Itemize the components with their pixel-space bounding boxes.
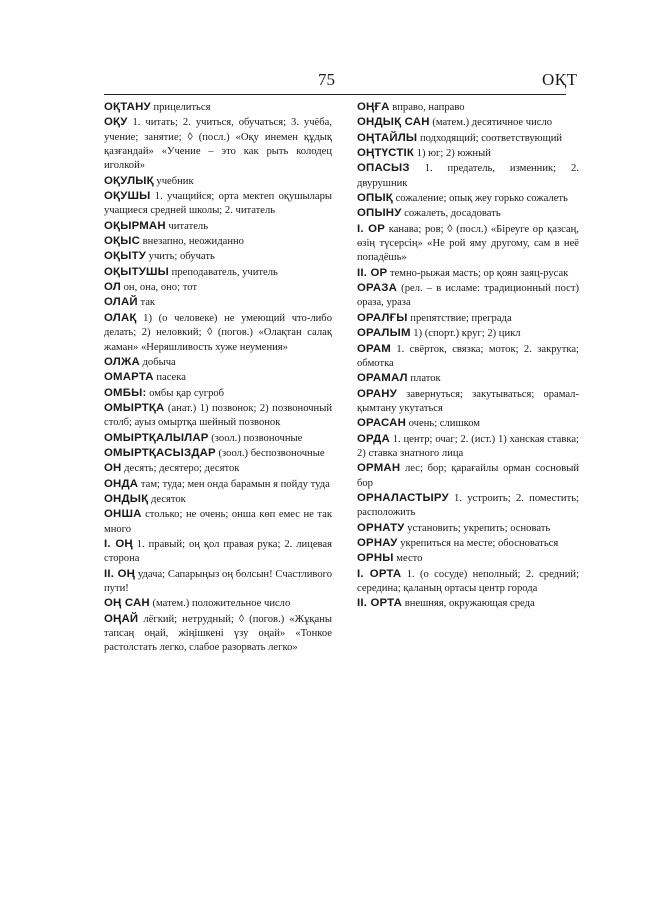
entry-definition: десять; десятеро; десяток [121,463,240,475]
entry-headword: ОЛАЙ [104,296,138,309]
entry-definition: учебник [153,175,194,187]
dictionary-entry [104,100,332,115]
entry-definition: лес; бор; қарағайлы орман сосновый бор [357,463,579,489]
entry-headword: ОНДА [104,477,139,490]
entry-headword: ОПЫҚ [357,192,393,205]
dictionary-entry [357,491,579,521]
dictionary-entry [104,477,332,492]
entry-headword: I. ОРТА [357,567,402,580]
dictionary-entry [357,146,579,161]
entry-headword: I. ОҢ [104,537,133,550]
entry-headword: ОРДА [357,432,390,445]
entry-definition: омбы қар сугроб [146,387,225,399]
entry-headword: ОҢТҮСТІК [357,147,414,160]
entry-headword: ОҚЫТУШЫ [104,265,170,278]
entry-headword: ОРАЛЫМ [357,327,411,340]
entry-headword: ОҚУ [104,116,128,129]
dictionary-entry [357,131,579,146]
dictionary-entry [357,326,579,341]
dictionary-entry [357,461,579,491]
entry-headword: II. ОРТА [357,597,403,610]
entry-definition: 1. читать; 2. учиться, обучаться; 3. учёба, учение; занятие; ◊ (посл.) «Оқу инемен құдық қазғандай» «Учение – это как рыть колодец иголкой» [104,117,332,172]
entry-headword: ОРАМ [357,342,391,355]
dictionary-entry [357,281,579,311]
dictionary-entry [357,266,579,281]
entry-definition: вправо, направо [389,102,465,113]
dictionary-entry [357,536,579,551]
entry-headword: ОҢ САН [104,597,150,610]
entry-definition: сожаление; опық жеу горько сожалеть [392,193,568,205]
page-number: 75 [318,70,335,89]
dictionary-entry [104,401,332,431]
dictionary-entry [357,115,579,130]
running-head: ОҚТ [542,70,578,89]
entry-headword: I. ОР [357,222,386,235]
dictionary-entry [357,342,579,372]
entry-definition: 1) (о человеке) не умеющий что-либо делать; 2) неловкий; ◊ (погов.) «Олақтан салақ жаман» «Неряшливость хуже неумения» [104,312,332,353]
entry-headword: ОМЫРТҚА [104,401,165,414]
dictionary-entry [104,189,332,219]
page-header [0,68,656,94]
dictionary-entry [357,311,579,326]
entry-headword: II. ОҢ [104,567,136,580]
entry-definition: 1. устроить; 2. поместить; расположить [357,492,579,519]
entry-definition: 1) (спорт.) круг; 2) цикл [410,328,521,340]
entry-definition: 1. свёрток, связка; моток; 2. закрутка; обмотка [357,343,579,369]
entry-definition: (зоол.) позвоночные [208,432,303,444]
entry-headword: ОРАНУ [357,387,397,400]
entry-definition: препятствие; преграда [407,312,512,324]
dictionary-entry [104,446,332,461]
entry-definition: преподаватель, учитель [169,266,278,278]
dictionary-entry [357,521,579,536]
dictionary-entry [104,370,332,385]
entry-headword: ОҚТАНУ [104,101,151,113]
dictionary-entry [357,387,579,417]
entry-definition: 1. центр; очаг; 2. (ист.) 1) ханская ставка; 2) ставка знатного лица [357,433,579,459]
entry-definition: внезапно, неожиданно [140,236,244,248]
entry-headword: ОРАМАЛ [357,372,408,385]
entry-definition: (анат.) 1) позвонок; 2) позвоночный столб; ауыз омыртқа шейный позвонок [104,402,332,429]
entry-definition: там; туда; мен онда барамын я пойду туда [138,478,330,490]
entry-definition: так [137,297,156,309]
entry-definition: очень; слишком [406,418,481,430]
entry-definition: лёгкий; нетрудный; ◊ (погов.) «Жұқаны тапсаң оңай, жіңішкені үзу оңай» «Тонкое растолстать легко, слабое разорвать легко» [104,613,332,654]
dictionary-entry [104,461,332,476]
entry-definition: внешняя, окружающая среда [402,598,535,610]
entry-definition: удача; Сапарыңыз оң болсын! Счастливого пути! [104,568,332,594]
entry-headword: ОРАСАН [357,417,406,430]
entry-definition: 1. учащийся; орта мектеп оқушылары учащиеся средней школы; 2. читатель [104,191,332,217]
entry-definition: темно-рыжая масть; ор қоян заяц-русак [387,267,569,279]
dictionary-entry [357,432,579,462]
entry-definition: подходящий; соответствующий [417,132,563,144]
dictionary-entry [104,249,332,264]
entry-headword: ОРНЫ [357,552,394,565]
entry-headword: ОРАЗА [357,282,398,295]
entry-definition: место [393,553,423,565]
dictionary-entry [104,537,332,567]
entry-headword: ОЛАҚ [104,311,137,324]
entry-definition: (зоол.) беспозвоночные [215,447,325,459]
entry-definition: установить; укрепить; основать [404,522,551,534]
dictionary-entry [357,416,579,431]
left-column [104,100,332,656]
dictionary-entry [357,191,579,206]
entry-headword: ОҢҒА [357,101,390,113]
dictionary-entry [104,280,332,295]
dictionary-entry [357,222,579,266]
dictionary-entry [104,234,332,249]
entry-definition: 1. правый; оң қол правая рука; 2. лицевая сторона [104,538,332,565]
entry-headword: ОҚЫРМАН [104,219,166,232]
entry-headword: II. ОР [357,266,388,279]
entry-headword: ОҚЫС [104,235,140,248]
entry-definition: (матем.) десятичное число [429,117,553,129]
dictionary-entry [104,386,332,401]
dictionary-entry [104,431,332,446]
entry-definition: учить; обучать [146,251,215,263]
dictionary-entry [104,115,332,173]
header-rule [104,94,566,95]
entry-headword: ОЛ [104,281,121,294]
dictionary-entry [357,371,579,386]
entry-headword: ОМЫРТҚАЛЫЛАР [104,431,209,444]
entry-headword: ОҢТАЙЛЫ [357,131,418,144]
dictionary-entry [104,596,332,611]
entry-headword: ОПАСЫЗ [357,162,410,175]
entry-definition: (рел. – в исламе: традиционный пост) ораза, ураза [357,283,579,309]
entry-headword: ОМЫРТҚАСЫЗДАР [104,446,216,459]
dictionary-entry [357,596,579,611]
entry-definition: платок [407,373,441,385]
entry-headword: ОПЫНУ [357,207,402,220]
entry-headword: ОРНАТУ [357,521,405,534]
entry-definition: 1) юг; 2) южный [414,148,491,160]
dictionary-entry [104,174,332,189]
entry-definition: столько; не очень; онша көп емес не так много [104,509,332,535]
entry-headword: ОМАРТА [104,371,154,384]
entry-definition: пасека [153,372,186,384]
dictionary-entry [104,311,332,355]
entry-headword: ОҚЫТУ [104,250,147,263]
entry-definition: он, она, оно; тот [120,282,197,294]
entry-headword: ОҢАЙ [104,612,139,625]
dictionary-entry [104,507,332,537]
dictionary-entry [357,161,579,191]
dictionary-entry [357,551,579,566]
entry-definition: завернуться; закутываться; орамал-қымтану укутаться [357,388,579,414]
dictionary-entry [104,612,332,656]
entry-headword: ОНША [104,508,142,521]
entry-definition: канава; ров; ◊ (посл.) «Біреуге ор қазсаң, өзің түсерсің» «Не рой яму другому, сам в неё попадёшь» [357,223,579,264]
entry-definition: прицелиться [150,102,211,113]
entry-definition: 1. (о сосуде) неполный; 2. средний; середина; қаланың ортасы центр города [357,568,580,594]
entry-headword: ОЛЖА [104,355,140,368]
dictionary-entry [104,295,332,310]
dictionary-entry [357,567,579,597]
entry-headword: ОНДЫҚ САН [357,116,430,129]
entry-headword: ОРНАУ [357,536,398,549]
dictionary-entry [104,219,332,234]
dictionary-entry [104,355,332,370]
dictionary-entry [357,100,579,115]
dictionary-entry [104,492,332,507]
entry-headword: ОРАЛҒЫ [357,311,408,324]
entry-definition: (матем.) положительное число [149,598,291,610]
right-column [357,100,579,612]
dictionary-entry [357,206,579,221]
entry-headword: ОРНАЛАСТЫРУ [357,491,449,504]
entry-headword: ОНДЫҚ [104,492,149,505]
entry-definition: добыча [139,356,176,368]
entry-headword: ОМБЫ: [104,386,147,399]
entry-definition: 1. предатель, изменник; 2. двурушник [357,163,579,189]
dictionary-entry [104,567,332,597]
entry-definition: сожалеть, досадовать [401,208,501,220]
dictionary-entry [104,265,332,280]
entry-headword: ОРМАН [357,462,401,475]
entry-definition: читатель [165,220,209,232]
entry-headword: ОҚУЛЫҚ [104,174,154,187]
entry-definition: десяток [148,493,186,505]
entry-headword: ОН [104,462,122,475]
entry-definition: укрепиться на месте; обосноваться [397,537,559,549]
entry-headword: ОҚУШЫ [104,190,151,203]
